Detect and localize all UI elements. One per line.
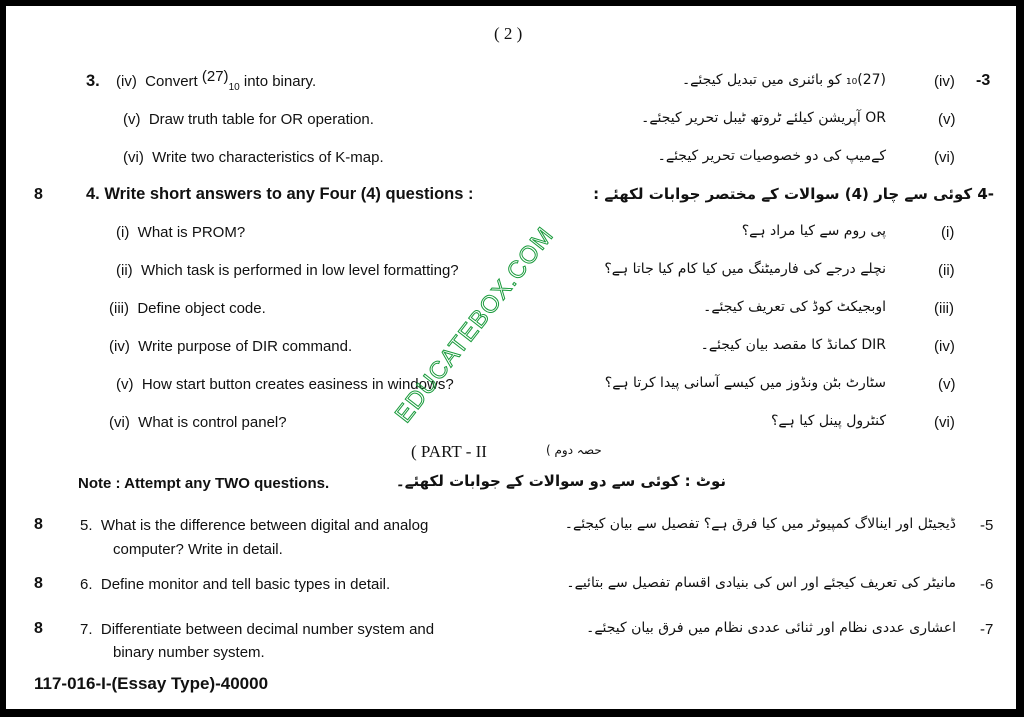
q7-marks: 8 bbox=[34, 620, 43, 637]
q4-heading-urdu: -4 کوئی سے چار (4) سوالات کے مختصر جوابات لکھئے : bbox=[593, 185, 994, 203]
q4-i-urdu: پی روم سے کیا مراد ہے؟ bbox=[741, 223, 886, 239]
q4-iii-urdu: اوبجیکٹ کوڈ کی تعریف کیجئے۔ bbox=[703, 299, 886, 315]
q4-v-roman-ur: (v) bbox=[938, 376, 956, 393]
q4-vi-roman-ur: (vi) bbox=[934, 414, 955, 431]
q6-number-urdu: -6 bbox=[980, 576, 994, 593]
paper-code-footer: 117-016-I-(Essay Type)-40000 bbox=[34, 674, 269, 693]
q4-marks: 8 bbox=[34, 186, 43, 203]
q4-vi-urdu: کنٹرول پینل کیا ہے؟ bbox=[770, 413, 886, 429]
part-two-note-urdu: نوٹ : کوئی سے دو سوالات کے جوابات لکھئے۔ bbox=[395, 472, 726, 490]
q7-english-line1: 7. Differentiate between decimal number system and bbox=[80, 621, 435, 638]
q3-v-roman-ur: (v) bbox=[938, 111, 956, 128]
q3-number: 3. bbox=[86, 72, 100, 90]
part-two-title-english: ( PART - II bbox=[411, 442, 487, 461]
q4-iii-english: (iii) Define object code. bbox=[109, 300, 266, 317]
q4-ii-english: (ii) Which task is performed in low level formatting? bbox=[116, 262, 459, 279]
q3-vi-roman-ur: (vi) bbox=[934, 149, 955, 166]
q3-v-english: (v) Draw truth table for OR operation. bbox=[123, 111, 374, 128]
q3-iv-urdu: (27)₁₀ کو بائنری میں تبدیل کیجئے۔ bbox=[681, 72, 886, 88]
q3-vi-urdu: کےمیپ کی دو خصوصیات تحریر کیجئے۔ bbox=[657, 148, 886, 164]
q6-urdu: مانیٹر کی تعریف کیجئے اور اس کی بنیادی اقسام تفصیل سے بتائیے۔ bbox=[566, 575, 956, 591]
q3-vi-english: (vi) Write two characteristics of K-map. bbox=[123, 149, 384, 166]
page-number: ( 2 ) bbox=[494, 24, 523, 43]
q4-heading-english: 4. Write short answers to any Four (4) questions : bbox=[86, 185, 474, 203]
q3-v-urdu: OR آپریشن کیلئے ٹروتھ ٹیبل تحریر کیجئے۔ bbox=[641, 110, 886, 126]
q3-iv-english: (iv) Convert $(27)_{10}$ into binary. bbox=[116, 68, 317, 93]
q5-urdu: ڈیجیٹل اور اینالاگ کمپیوٹر میں کیا فرق ہے؟ تفصیل سے بیان کیجئے۔ bbox=[564, 516, 956, 532]
q4-iv-english: (iv) Write purpose of DIR command. bbox=[109, 338, 353, 355]
q6-english: 6. Define monitor and tell basic types in detail. bbox=[80, 576, 391, 593]
q4-ii-urdu: نچلے درجے کی فارمیٹنگ میں کیا کام کیا جاتا ہے؟ bbox=[604, 261, 886, 277]
q4-v-urdu: سٹارٹ بٹن ونڈوز میں کیسے آسانی پیدا کرتا ہے؟ bbox=[604, 375, 886, 391]
q4-ii-roman-ur: (ii) bbox=[938, 262, 955, 279]
q7-urdu: اعشاری عددی نظام اور ثنائی عددی نظام میں فرق بیان کیجئے۔ bbox=[586, 620, 956, 636]
q7-number-urdu: -7 bbox=[980, 621, 994, 638]
q4-v-english: (v) How start button creates easiness in windows? bbox=[116, 376, 454, 393]
q4-iii-roman-ur: (iii) bbox=[934, 300, 954, 317]
q4-i-english: (i) What is PROM? bbox=[116, 224, 246, 241]
q5-english-line2: computer? Write in detail. bbox=[113, 541, 283, 558]
q5-number-urdu: -5 bbox=[980, 517, 994, 534]
q3-iv-roman-ur: (iv) bbox=[934, 73, 955, 90]
q4-iv-urdu: DIR کمانڈ کا مقصد بیان کیجئے۔ bbox=[700, 337, 886, 353]
watermark: EDUCATEBOX.COM bbox=[389, 222, 560, 429]
part-two-note-english: Note : Attempt any TWO questions. bbox=[78, 475, 330, 492]
q4-vi-english: (vi) What is control panel? bbox=[109, 414, 287, 431]
exam-page bbox=[4, 4, 1018, 711]
q5-marks: 8 bbox=[34, 516, 43, 533]
part-two-title-urdu: حصہ دوم ) bbox=[546, 443, 602, 457]
q7-english-line2: binary number system. bbox=[113, 644, 265, 661]
q3-number-urdu: -3 bbox=[976, 72, 991, 89]
q5-english-line1: 5. What is the difference between digital and analog bbox=[80, 517, 429, 534]
q4-iv-roman-ur: (iv) bbox=[934, 338, 955, 355]
q6-marks: 8 bbox=[34, 575, 43, 592]
q4-i-roman-ur: (i) bbox=[941, 224, 955, 241]
roman-numeral: (iv) bbox=[116, 73, 137, 90]
